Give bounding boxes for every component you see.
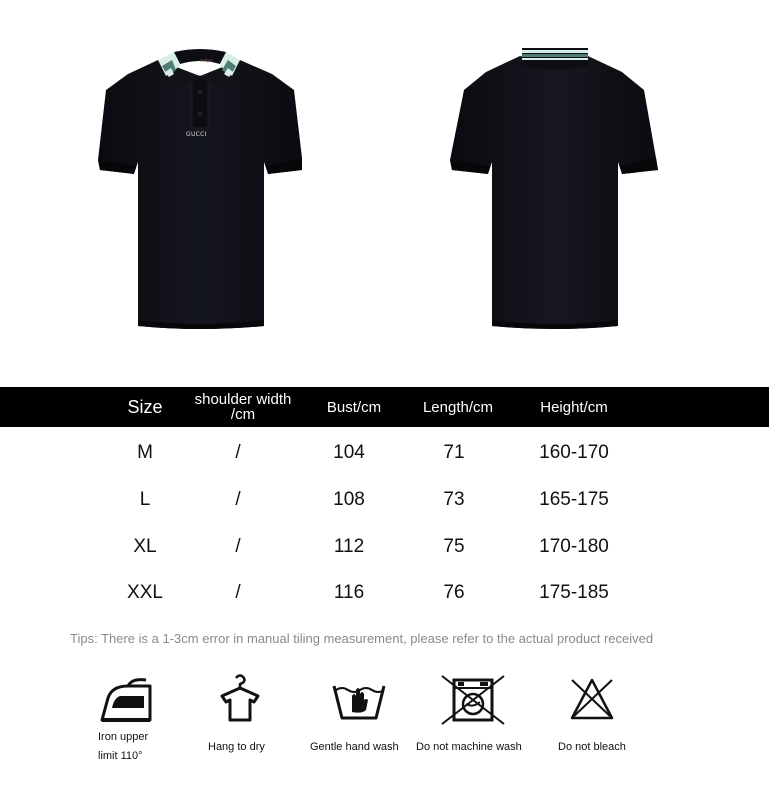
hang-dry-icon	[214, 672, 266, 724]
cell-size: XL	[133, 536, 157, 557]
table-row	[0, 532, 769, 562]
care-item-hand-wash	[308, 672, 408, 772]
cell-bust: 116	[333, 582, 365, 603]
header-shoulder-line1: shoulder width	[194, 391, 292, 408]
cell-length: 73	[443, 489, 465, 510]
cell-height: 165-175	[539, 489, 609, 510]
cell-size: L	[139, 489, 151, 510]
iron-icon	[98, 676, 156, 724]
cell-bust: 108	[333, 489, 365, 510]
header-shoulder-width	[180, 387, 306, 427]
care-label-iron-line1: Iron upper	[98, 731, 149, 743]
care-label-iron-line2: limit 110°	[98, 750, 143, 762]
table-row	[0, 578, 769, 608]
cell-size: M	[137, 442, 153, 463]
cell-bust: 112	[333, 536, 365, 557]
cell-shoulder: /	[235, 442, 241, 463]
care-item-hang-dry	[200, 672, 280, 772]
no-bleach-icon	[568, 676, 616, 722]
size-table-header	[0, 387, 769, 427]
table-row	[0, 485, 769, 515]
care-label-no-bleach: Do not bleach	[558, 741, 626, 753]
cell-length: 71	[443, 442, 465, 463]
care-label-iron	[98, 728, 148, 766]
chest-brand-mark: GUCCI	[186, 131, 207, 138]
care-item-iron	[88, 672, 168, 772]
measurement-tips: Tips: There is a 1-3cm error in manual tiling measurement, please refer to the actual product received	[70, 631, 654, 646]
header-shoulder-line2: /cm	[230, 406, 256, 423]
care-label-hang-dry: Hang to dry	[208, 741, 265, 753]
header-height: Height/cm	[540, 398, 608, 416]
hand-wash-icon	[330, 676, 388, 722]
care-item-no-bleach	[552, 672, 642, 772]
cell-height: 175-185	[539, 582, 609, 603]
care-item-no-machine-wash	[414, 672, 534, 772]
care-label-no-machine-wash: Do not machine wash	[416, 741, 522, 753]
cell-shoulder: /	[235, 536, 241, 557]
cell-shoulder: /	[235, 489, 241, 510]
product-images	[0, 0, 769, 360]
cell-size: XXL	[127, 582, 163, 603]
header-bust: Bust/cm	[326, 398, 382, 416]
header-size: Size	[127, 396, 163, 417]
care-label-hand-wash: Gentle hand wash	[310, 741, 399, 753]
no-machine-wash-icon	[440, 674, 506, 726]
cell-bust: 104	[333, 442, 365, 463]
cell-height: 160-170	[539, 442, 609, 463]
polo-front-image	[88, 42, 312, 334]
collar-label: GUCCI	[199, 58, 213, 63]
cell-length: 75	[443, 536, 465, 557]
polo-back-image	[442, 42, 666, 334]
table-row	[0, 438, 769, 468]
header-length: Length/cm	[422, 398, 494, 416]
cell-length: 76	[443, 582, 465, 603]
cell-shoulder: /	[235, 582, 241, 603]
cell-height: 170-180	[539, 536, 609, 557]
